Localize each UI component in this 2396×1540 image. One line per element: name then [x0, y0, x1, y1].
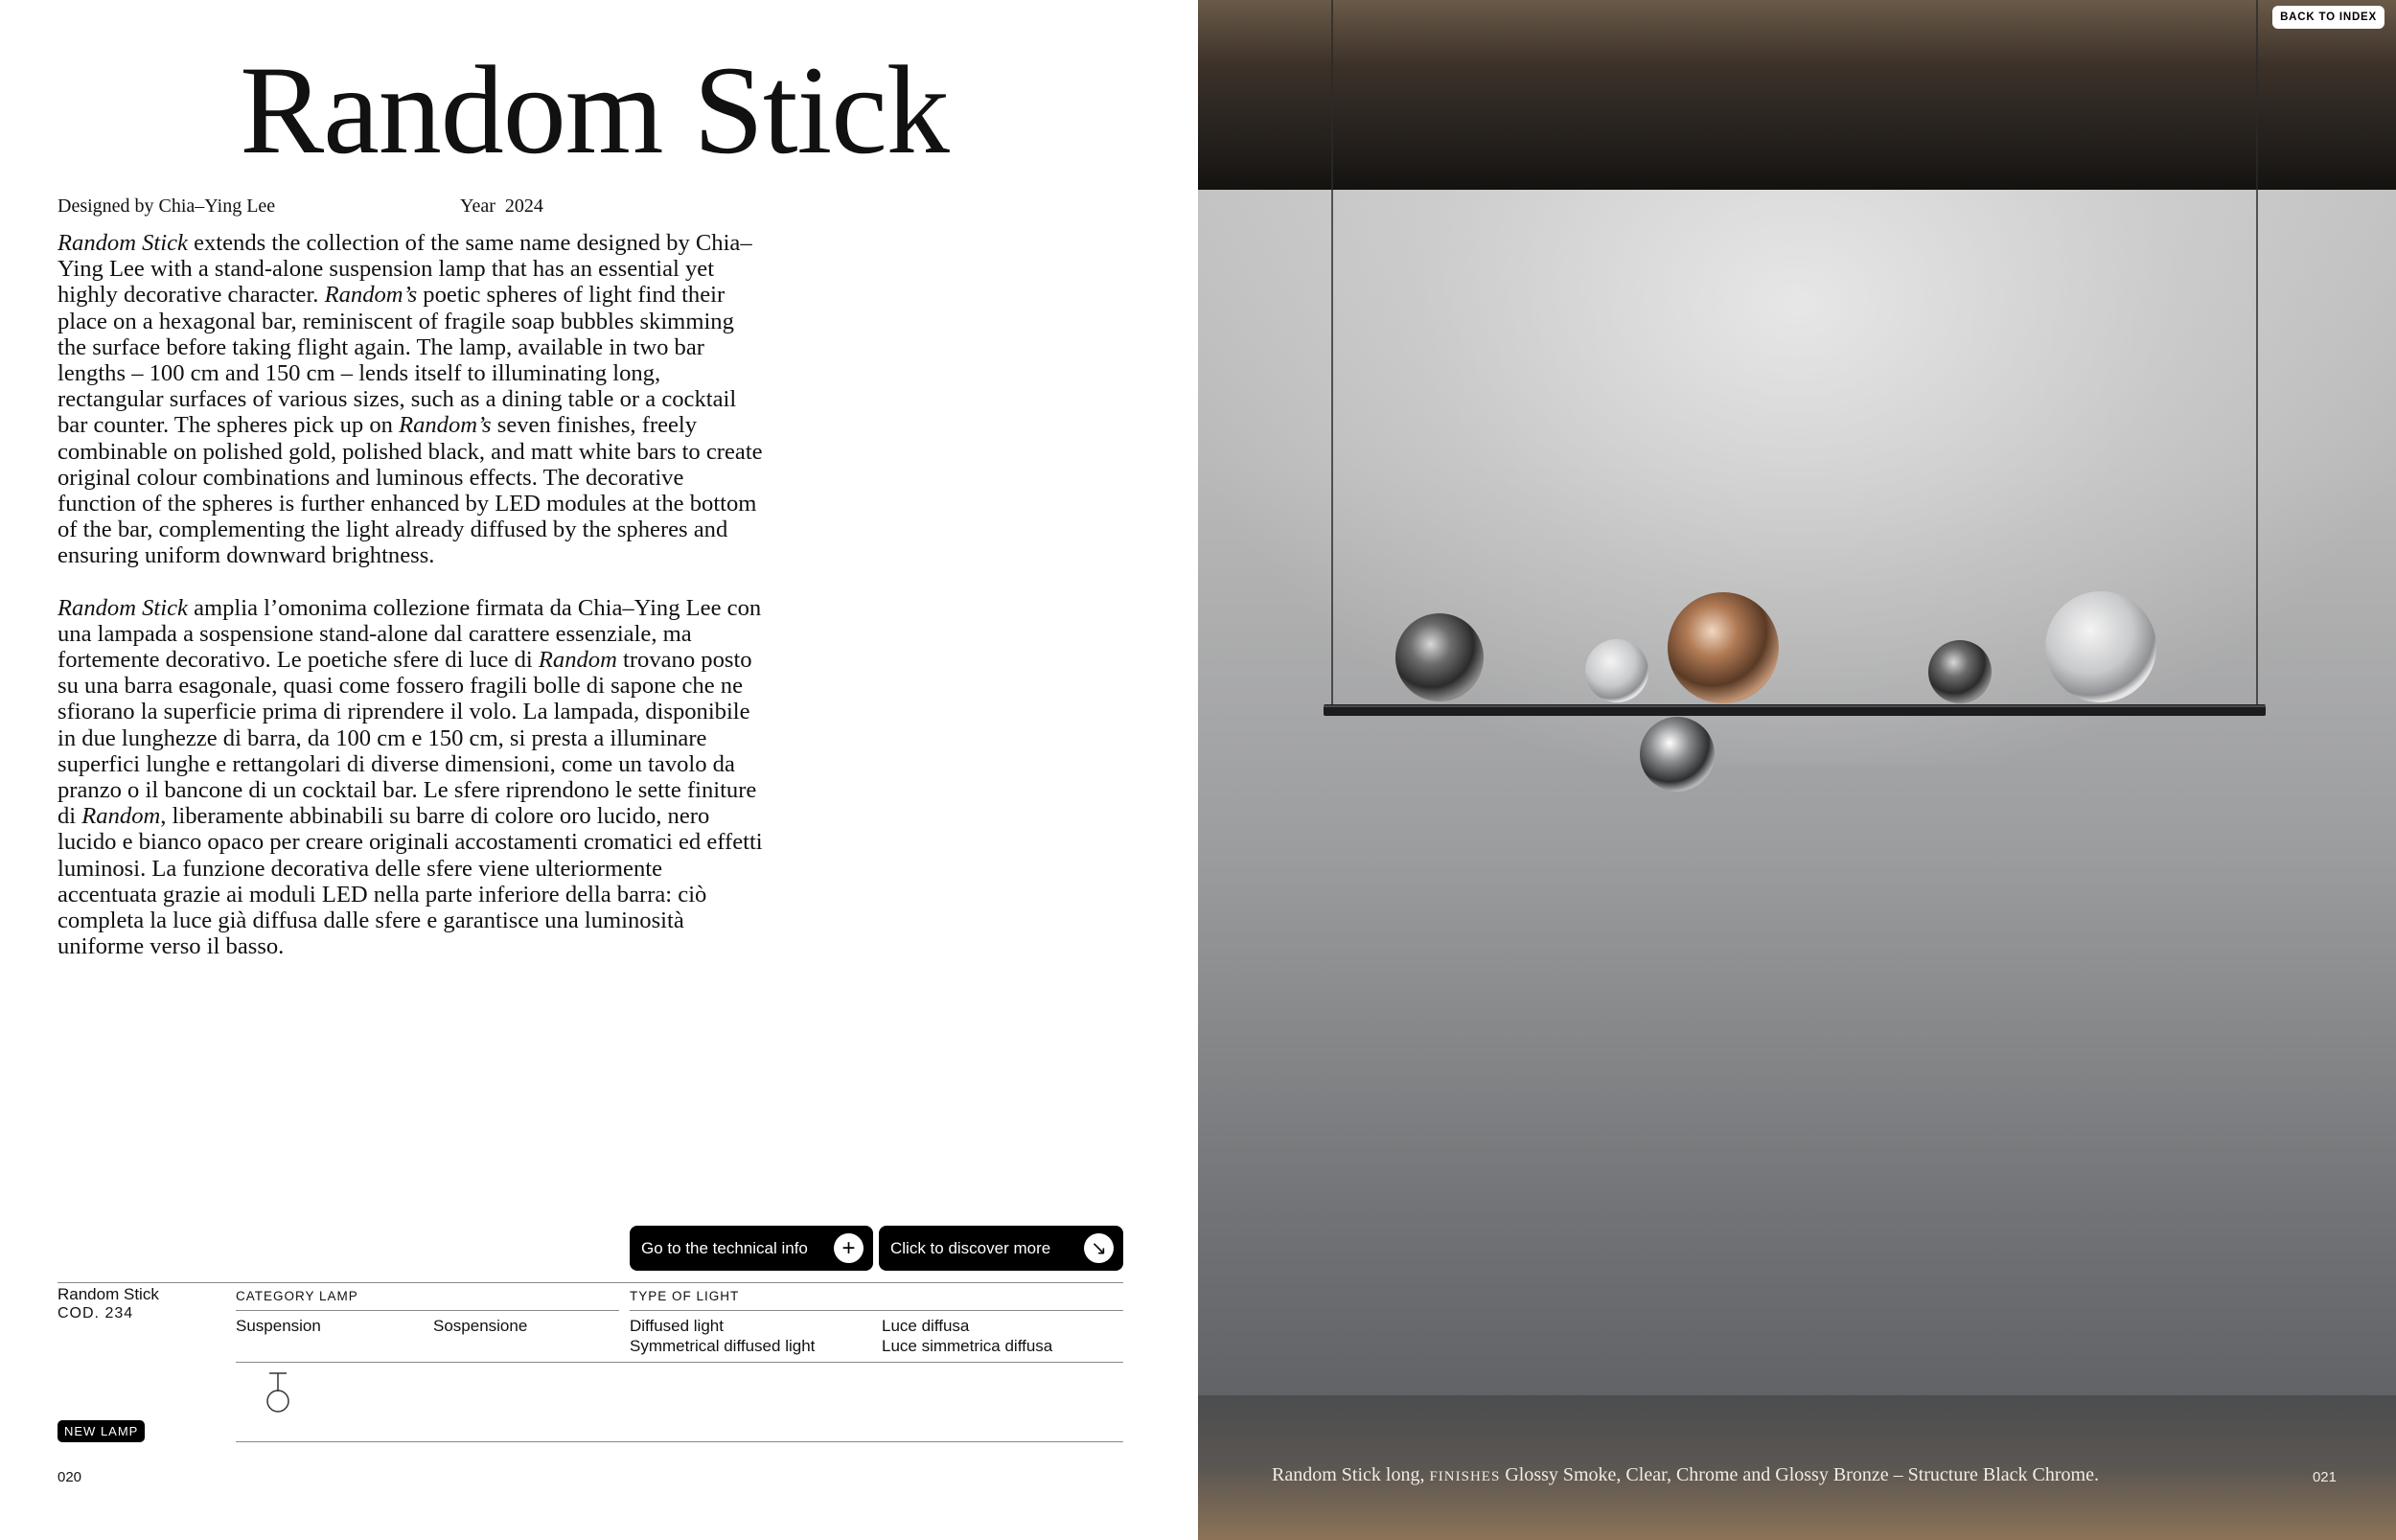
plus-icon: +: [834, 1233, 864, 1263]
year-info: [460, 195, 543, 218]
divider: [236, 1441, 1123, 1442]
light-type-en-2: Symmetrical diffused light: [630, 1337, 816, 1355]
finishes-label: FINISHES: [1429, 1469, 1501, 1484]
page-number-right: 021: [2312, 1469, 2337, 1485]
light-type-it-2: Luce simmetrica diffusa: [882, 1337, 1053, 1355]
new-lamp-badge: NEW LAMP: [58, 1420, 145, 1442]
suspension-lamp-icon: [261, 1370, 295, 1418]
category-label: CATEGORY LAMP: [236, 1289, 358, 1303]
arrow-down-right-icon: ↘: [1084, 1233, 1114, 1263]
light-type-en-1: Diffused light: [630, 1317, 724, 1335]
back-to-index-button[interactable]: BACK TO INDEX: [2272, 6, 2384, 29]
divider: [58, 1282, 1123, 1283]
technical-info-button[interactable]: [630, 1226, 873, 1271]
description: [58, 230, 767, 985]
description-it: Random Stick amplia l’omonima collezione firmata da Chia–Ying Lee con una lampada a sospensione stand-alone dal carattere essenziale, ma fortemente decorativo. Le poetiche sfere di luce di Random trovano posto su una barra esagonale, quasi come fossero fragili bolle di sapone che ne sfiorano la superficie prima di riprendere il volo. La lampada, disponibile in due lunghezze di barra, da 100 cm e 150 cm, si presta a illuminare superfici lunghe e rettangolari di diverse dimensioni, come un tavolo da pranzo o il bancone di un cocktail bar. Le sfere riprendono le sette finiture di Random, liberamente abbinabili su barre di colore oro lucido, nero lucido e bianco opaco per creare originali accostamenti cromatici ed effetti luminosi. La funzione decorativa delle sfere viene ulteriormente accentuata grazie ai moduli LED nella parte inferiore della barra: ciò completa la luce già diffusa dalle sfere e garantisce una luminosità uniforme verso il basso.: [58, 594, 763, 960]
technical-info-label: Go to the technical info: [641, 1238, 808, 1257]
product-name-italic: Random Stick: [58, 230, 188, 256]
random-stick-lamp-illustration: [1198, 0, 2396, 1540]
category-value-it: Sospensione: [433, 1317, 528, 1335]
page-number-left: 020: [58, 1469, 82, 1485]
product-name-italic: Random Stick: [58, 594, 188, 621]
light-type-label: TYPE OF LIGHT: [630, 1289, 740, 1303]
spec-product-name: Random Stick: [58, 1285, 159, 1303]
divider: [236, 1310, 619, 1311]
spec-product-code: COD. 234: [58, 1305, 134, 1322]
year-label: Year: [460, 195, 495, 217]
description-en: Random Stick extends the collection of the same name designed by Chia–Ying Lee with a stand-alone suspension lamp that has an essential yet highly decorative character. Random’s poetic spheres of light find their place on a hexagonal bar, reminiscent of fragile soap bubbles skimming the surface before taking flight again. The lamp, available in two bar lengths – 100 cm and 150 cm – lends itself to illuminating long, rectangular surfaces of various sizes, such as a dining table or a cocktail bar counter. The spheres pick up on Random’s seven finishes, freely combinable on polished gold, polished black, and matt white bars to create original colour combinations and luminous effects. The decorative function of the spheres is further enhanced by LED modules at the bottom of the bar, complementing the light already diffused by the spheres and ensuring uniform downward brightness.: [58, 230, 763, 569]
divider: [630, 1310, 1123, 1311]
product-photo: [1198, 0, 2396, 1540]
photo-caption: Random Stick long, FINISHES Glossy Smoke, Clear, Chrome and Glossy Bronze – Structure Black Chrome.: [1272, 1464, 2099, 1485]
designer-credit: Designed by Chia–Ying Lee: [58, 195, 276, 217]
divider: [236, 1362, 1123, 1363]
light-type-it-1: Luce diffusa: [882, 1317, 970, 1335]
category-value-en: Suspension: [236, 1317, 321, 1335]
year-value: 2024: [504, 195, 543, 217]
page-title: Random Stick: [240, 39, 949, 180]
discover-more-button[interactable]: [879, 1226, 1123, 1271]
discover-more-label: Click to discover more: [890, 1238, 1051, 1257]
